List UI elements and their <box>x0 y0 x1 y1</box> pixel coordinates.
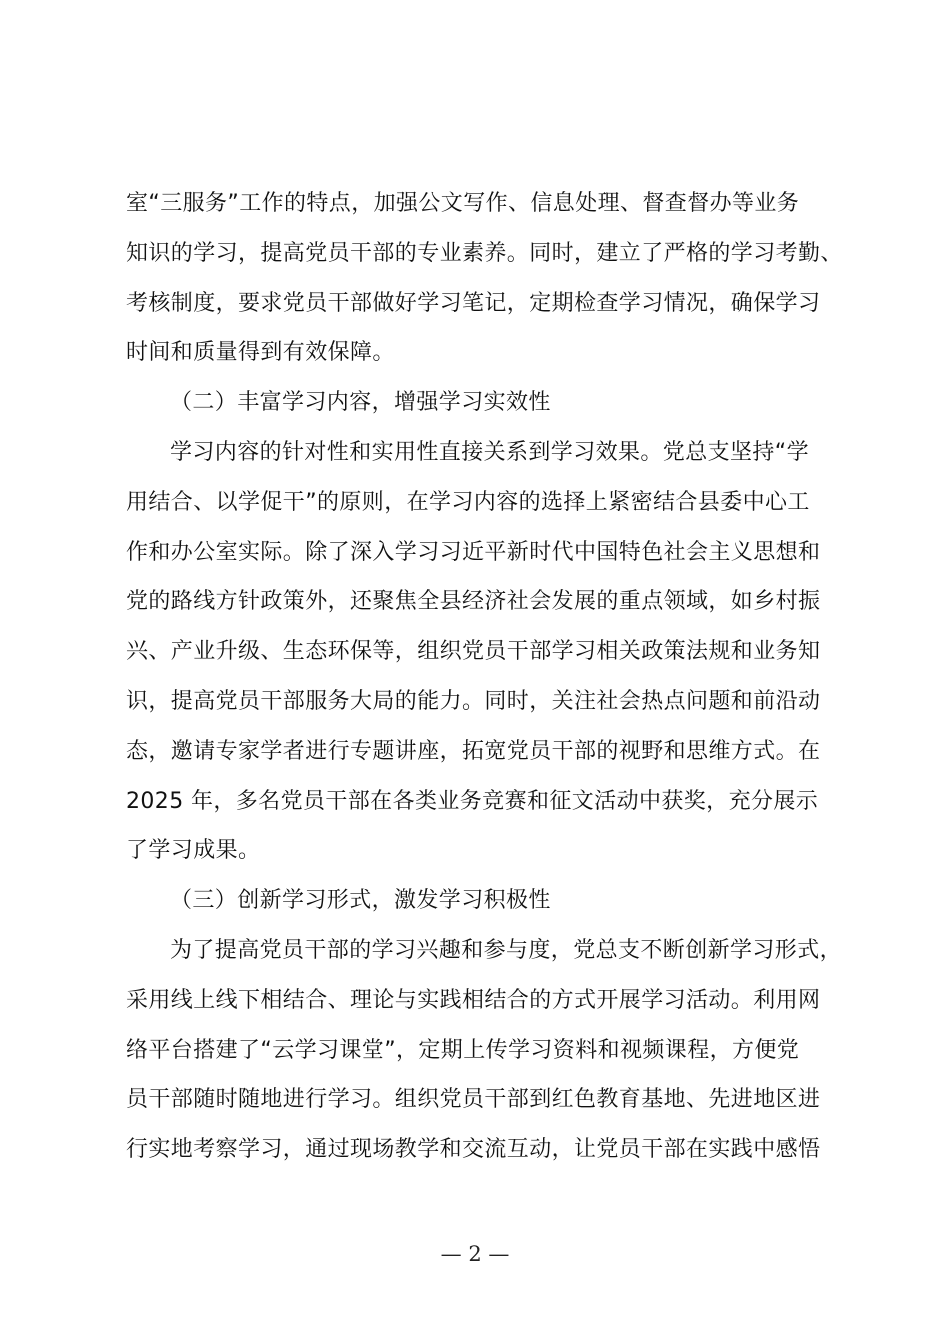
page-number: — 2 — <box>440 1242 510 1266</box>
paragraph-line: 室“三服务”工作的特点，加强公文写作、信息处理、督查督办等业务 <box>126 191 800 216</box>
paragraph-line: 2025 年，多名党员干部在各类业务竞赛和征文活动中获奖，充分展示 <box>126 789 819 814</box>
paragraph-line: 兴、产业升级、生态环保等，组织党员干部学习相关政策法规和业务知 <box>126 639 821 664</box>
paragraph-line: 员干部随时随地进行学习。组织党员干部到红色教育基地、先进地区进 <box>126 1087 821 1112</box>
paragraph-line: 采用线上线下相结合、理论与实践相结合的方式开展学习活动。利用网 <box>126 988 821 1013</box>
paragraph-line: 学习内容的针对性和实用性直接关系到学习效果。党总支坚持“学 <box>170 440 809 465</box>
paragraph-line: 行实地考察学习，通过现场教学和交流互动，让党员干部在实践中感悟 <box>126 1137 821 1162</box>
paragraph-line: 党的路线方针政策外，还聚焦全县经济社会发展的重点领域，如乡村振 <box>126 589 821 614</box>
paragraph-line: 为了提高党员干部的学习兴趣和参与度，党总支不断创新学习形式， <box>170 938 843 963</box>
section-heading: （三）创新学习形式，激发学习积极性 <box>170 888 551 913</box>
section-heading: （二）丰富学习内容，增强学习实效性 <box>170 390 551 415</box>
paragraph-line: 时间和质量得到有效保障。 <box>126 340 395 365</box>
paragraph-line: 态，邀请专家学者进行专题讲座，拓宽党员干部的视野和思维方式。在 <box>126 739 821 764</box>
paragraph-line: 考核制度，要求党员干部做好学习笔记，定期检查学习情况，确保学习 <box>126 291 821 316</box>
paragraph-line: 络平台搭建了“云学习课堂”，定期上传学习资料和视频课程，方便党 <box>126 1038 800 1063</box>
paragraph-line: 知识的学习，提高党员干部的专业素养。同时，建立了严格的学习考勤、 <box>126 241 843 266</box>
paragraph-line: 用结合、以学促干”的原则，在学习内容的选择上紧密结合县委中心工 <box>126 490 810 515</box>
paragraph-line: 作和办公室实际。除了深入学习习近平新时代中国特色社会主义思想和 <box>126 540 821 565</box>
paragraph-line: 了学习成果。 <box>126 838 261 863</box>
paragraph-line: 识，提高党员干部服务大局的能力。同时，关注社会热点问题和前沿动 <box>126 689 821 714</box>
